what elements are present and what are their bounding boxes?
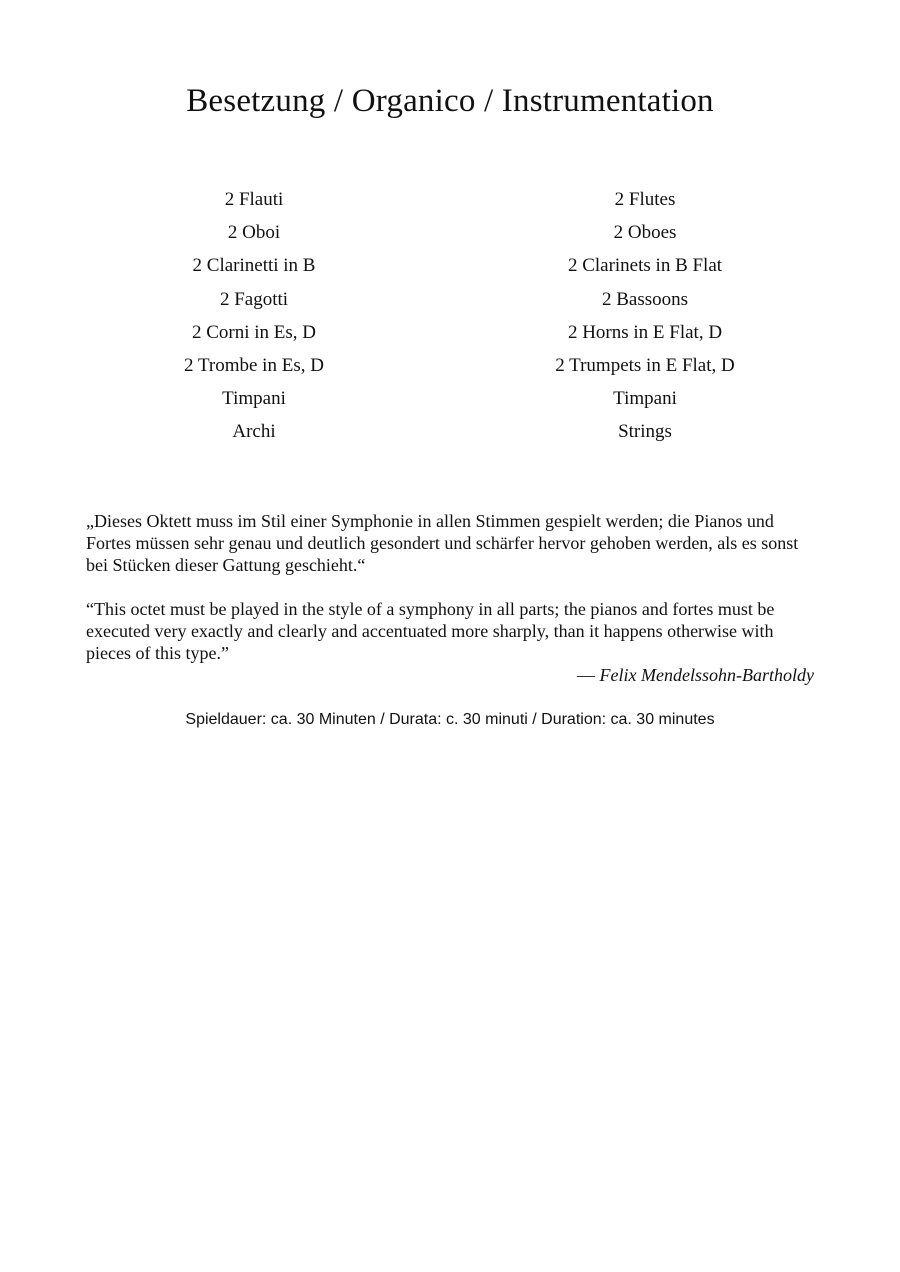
instrument-item: Timpani (613, 388, 677, 410)
instrument-item: 2 Bassoons (601, 288, 689, 310)
instrument-list-english (475, 186, 815, 452)
quote-english: “This octet must be played in the style of a symphony in all parts; the pianos and fortes must be executed very exactly and clearly and accentuated more sharply, than it happens otherwise with pieces of this type.” (86, 599, 775, 663)
instrument-item: 2 Flutes (614, 189, 676, 210)
performance-duration: Spieldauer: ca. 30 Minuten / Durata: c. 30 minuti / Duration: ca. 30 minutes (185, 711, 715, 728)
instrument-item: 2 Trombe in Es, D (184, 354, 324, 376)
instrument-list-italian (84, 186, 424, 452)
instrument-item: 2 Trumpets in E Flat, D (555, 354, 735, 376)
quote-german: „Dieses Oktett muss im Stil einer Symphonie in allen Stimmen gespielt werden; die Pianos und Fortes müssen sehr genau und deutlich gesondert und schärfer hervor gehoben werden, als es sonst bei Stücken dieser Gattung geschieht.“ (86, 511, 799, 575)
instrument-item: Timpani (222, 388, 286, 410)
instrument-item: 2 Horns in E Flat, D (567, 321, 723, 343)
page-title: Besetzung / Organico / Instrumentation (186, 83, 714, 119)
instrument-item: 2 Clarinetti in B (192, 255, 316, 277)
instrument-item: 2 Clarinets in B Flat (567, 255, 723, 277)
instrument-item: Strings (618, 421, 672, 443)
instrument-item: Archi (232, 421, 276, 443)
instrument-item: 2 Oboes (613, 222, 677, 244)
quote-attribution (86, 664, 814, 686)
attribution-dash: — (577, 665, 600, 685)
attribution-author: Felix Mendelssohn-Bartholdy (599, 665, 814, 685)
instrument-item: 2 Fagotti (219, 288, 289, 310)
instrument-item: 2 Flauti (224, 189, 284, 210)
instrument-item: 2 Corni in Es, D (191, 321, 317, 343)
instrument-item: 2 Oboi (227, 222, 281, 244)
